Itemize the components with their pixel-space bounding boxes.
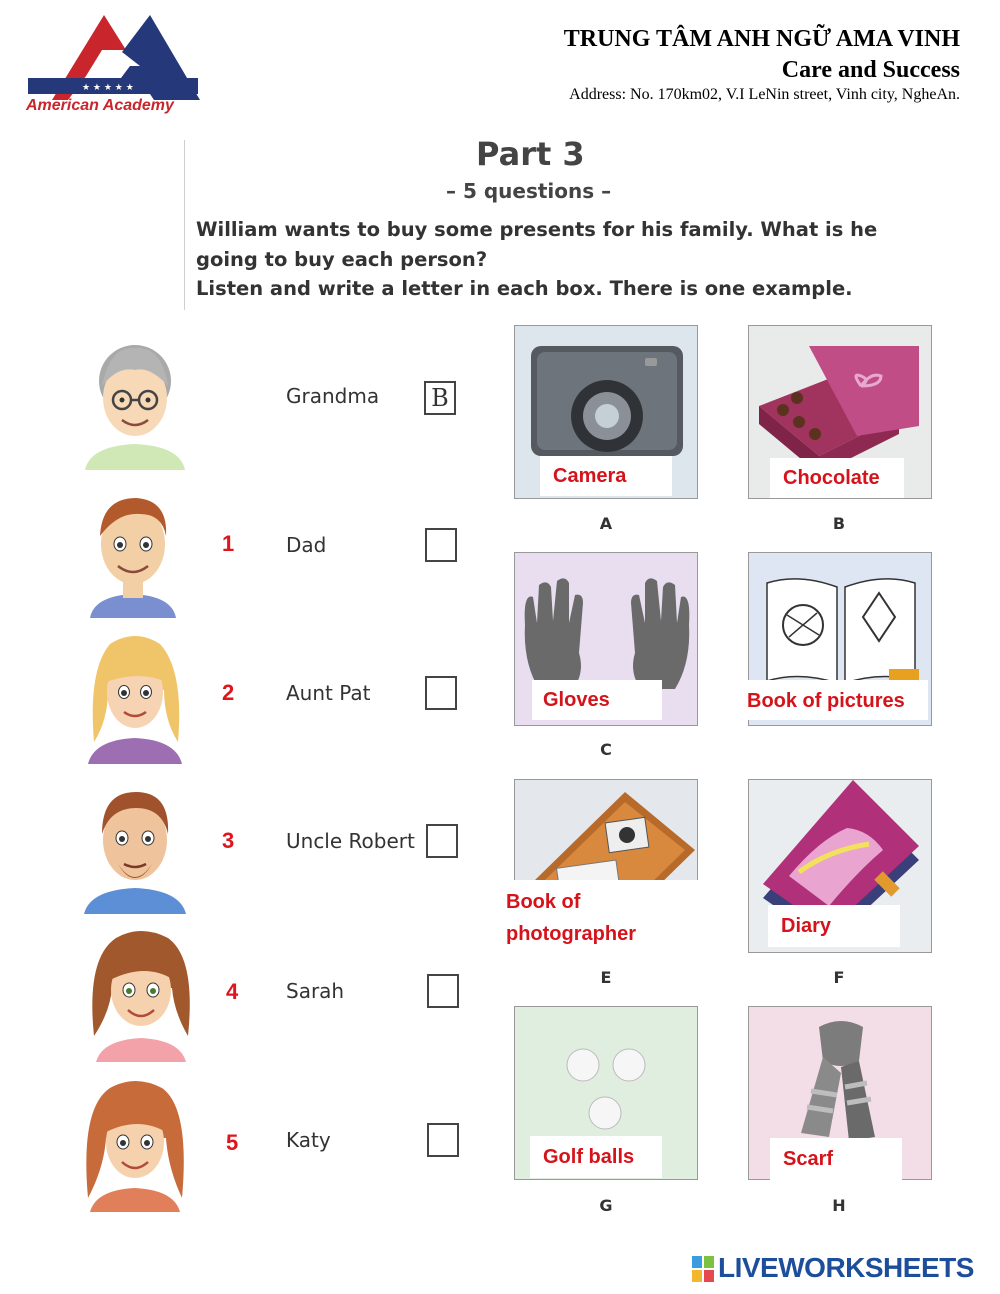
answer-box-5[interactable] bbox=[427, 1123, 459, 1157]
person-name-uncle-robert: Uncle Robert bbox=[286, 829, 415, 853]
picture-label-c: Gloves bbox=[543, 689, 610, 711]
aunt-pat-face-icon bbox=[80, 630, 190, 764]
brand-name: American Academy bbox=[26, 97, 174, 114]
picture-label-g: Golf balls bbox=[543, 1146, 635, 1168]
answer-box-2[interactable] bbox=[425, 676, 457, 710]
picture-letter-g: G bbox=[599, 1196, 613, 1215]
uncle-robert-face-icon bbox=[80, 780, 190, 914]
picture-label-a: Camera bbox=[553, 465, 627, 487]
picture-label-b: Chocolate bbox=[783, 467, 880, 489]
part-subtitle: – 5 questions – bbox=[446, 179, 612, 203]
question-number-5: 5 bbox=[226, 1130, 239, 1155]
question-number-4: 4 bbox=[226, 979, 239, 1004]
picture-label-d: Book of pictures bbox=[747, 690, 905, 712]
center-name: TRUNG TÂM ANH NGỮ AMA VINH bbox=[563, 26, 960, 52]
person-name-sarah: Sarah bbox=[286, 979, 345, 1003]
dad-face-icon bbox=[78, 484, 188, 618]
picture-label-e-line2: photographer bbox=[506, 923, 636, 945]
person-name-dad: Dad bbox=[286, 533, 327, 557]
answer-box-example: B bbox=[424, 381, 456, 415]
picture-letter-e: E bbox=[600, 968, 612, 987]
picture-label-f: Diary bbox=[781, 915, 832, 937]
instruction-line-1: William wants to buy some presents for his family. What is he bbox=[196, 218, 878, 241]
answer-box-4[interactable] bbox=[427, 974, 459, 1008]
answer-box-1[interactable] bbox=[425, 528, 457, 562]
answer-box-3[interactable] bbox=[426, 824, 458, 858]
slogan: Care and Success bbox=[781, 57, 960, 83]
question-number-3: 3 bbox=[222, 828, 235, 853]
person-name-aunt-pat: Aunt Pat bbox=[286, 681, 371, 705]
person-name-katy: Katy bbox=[286, 1128, 331, 1152]
question-number-1: 1 bbox=[222, 531, 235, 556]
svg-text:★ ★ ★ ★ ★: ★ ★ ★ ★ ★ bbox=[82, 83, 134, 93]
address: Address: No. 170km02, V.I LeNin street, Vinh city, NgheAn. bbox=[569, 86, 960, 103]
picture-letter-h: H bbox=[832, 1196, 846, 1215]
picture-label-h: Scarf bbox=[783, 1148, 834, 1170]
grandma-face-icon bbox=[80, 336, 190, 470]
instruction-line-2: going to buy each person? bbox=[196, 248, 488, 271]
picture-letter-b: B bbox=[832, 514, 846, 533]
picture-letter-a: A bbox=[599, 514, 613, 533]
question-number-2: 2 bbox=[222, 680, 235, 705]
person-name-grandma: Grandma bbox=[286, 384, 380, 408]
liveworksheets-logo-icon bbox=[692, 1254, 714, 1284]
liveworksheets-brand[interactable]: LIVEWORKSHEETS bbox=[718, 1252, 974, 1283]
divider-line bbox=[184, 140, 185, 310]
part-title: Part 3 bbox=[476, 135, 585, 173]
katy-face-icon bbox=[80, 1078, 190, 1212]
picture-label-e-line1: Book of bbox=[506, 891, 581, 913]
sarah-face-icon bbox=[86, 928, 196, 1062]
instruction-line-3: Listen and write a letter in each box. There is one example. bbox=[196, 277, 853, 300]
picture-letter-f: F bbox=[833, 968, 845, 987]
picture-letter-c: C bbox=[600, 740, 612, 759]
